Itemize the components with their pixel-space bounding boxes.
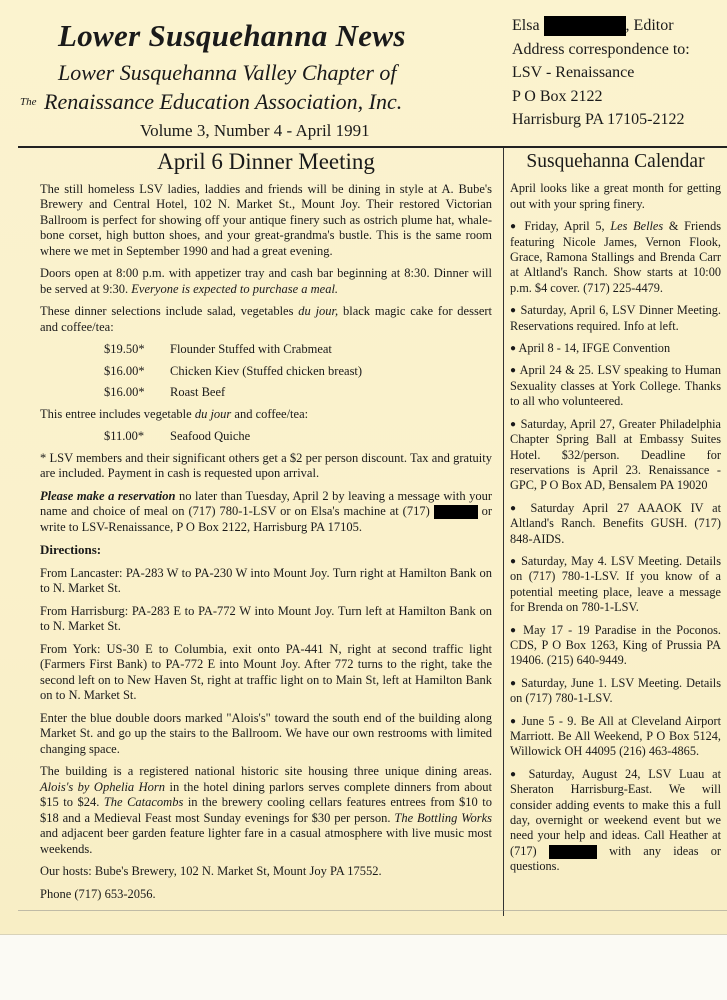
editor-name: Elsa [512,17,540,34]
emphasis-text: du jour, [298,304,339,318]
text-run: and adjacent beer garden feature lighter fare in a casual atmosphere with live music most weekends. [40,826,492,856]
address-city: Harrisburg PA 17105-2122 [512,111,685,128]
calendar-event [510,554,721,616]
calendar-event [510,714,721,760]
menu-list [104,342,492,401]
text-run: Saturday April 27 AAAOK IV at Altland's Ranch. Benefits GUSH. (717) 848-AIDS. [510,500,721,546]
calendar-event [510,417,721,494]
article-paragraph: Enter the blue double doors marked "Alois's" toward the south end of the building along Market St. and go up the stairs to the Ballroom. We have our own restrooms with limited changing space. [40,710,492,756]
text-run: April 24 & 25. LSV speaking to Human Sexuality classes at York College. Thanks to all who volunteered. [510,363,721,409]
menu-dish: Chicken Kiev (Stuffed chicken breast) [170,363,363,378]
article-headline: April 6 Dinner Meeting [157,149,375,174]
emphasis-text: Everyone is expected to purchase a meal. [131,281,339,296]
footer-divider [18,910,727,911]
bullet-icon: ● [510,343,517,355]
hosts-line: Our hosts: Bube's Brewery, 102 N. Market St, Mount Joy PA 17552. [40,864,382,878]
discount-note: * LSV members and their significant others get a $2 per person discount. Tax and gratuity are included. Payment in cash is requested upon arrival. [40,450,492,480]
redaction-bar [544,16,626,36]
calendar-heading: Susquehanna Calendar [526,151,705,172]
emphasis-text: Alois's by Ophelia Horn [40,779,166,794]
bullet-icon: ● [510,715,518,727]
chapter-name: Lower Susquehanna Valley Chapter of [58,60,397,85]
text-run: Friday, April 5, [518,219,611,234]
menu-list [104,429,492,445]
calendar-event [510,501,721,547]
text-run: Saturday, April 27, Greater Philadelphia Chapter Spring Ball at Embassy Suites Hotel. $32/person. Deadline for reservations is April 23. Renaissance - GPC, P O Box AD, Bensalem PA 19020 [510,416,721,493]
text-run: and coffee/tea: [231,406,309,421]
menu-item [104,385,492,401]
calendar-event [510,341,721,356]
organization-name: Renaissance Education Association, Inc. [44,89,403,114]
menu-price: $19.50* [104,342,145,356]
text-run: Saturday, April 6, LSV Dinner Meeting. Reservations required. Info at left. [510,303,721,333]
calendar-event [510,767,721,875]
emphasis-text: du jour [194,406,232,421]
directions-heading: Directions: [40,542,102,557]
text-run: Saturday, May 4. LSV Meeting. Details on (717) 780-1-LSV. If you know of a potential meeting place, leave a message for Brenda on 780-1-LSV. [510,553,721,615]
article-paragraph [40,266,492,297]
directions-harrisburg: From Harrisburg: PA-283 E to PA-772 W into Mount Joy. Turn left at Hamilton Bank on to N. Market St. [40,603,492,633]
menu-dish: Flounder Stuffed with Crabmeat [170,342,332,356]
calendar-intro: April looks like a great month for getting out with your spring finery. [510,181,721,211]
header-divider [18,146,727,148]
calendar-event [510,303,721,334]
text-run: June 5 - 9. Be All at Cleveland Airport Marriott. Be All Weekend, P O Box 5124, Willowick OH 44095 (216) 463-4865. [510,713,721,759]
text-run: in the hotel dining parlors serves complete dinners from about $15 to $24. [40,779,493,809]
bullet-icon: ● [510,365,517,377]
emphasis-text: The Catacombs [103,795,184,809]
reservation-paragraph [40,489,492,536]
address-intro: Address correspondence to: [512,40,690,58]
text-run: Saturday, August 24, LSV Luau at Sheraton Harrisburg-East. We will consider adding events to make this a full day, overnight or weekend event but we need your help and ideas. Call Heather at (717) [510,766,721,858]
bullet-icon: ● [510,555,518,567]
calendar-event [510,219,721,296]
menu-price: $16.00* [104,363,145,378]
menu-item [104,364,492,380]
bullet-icon: ● [510,624,519,636]
dinner-article [40,150,492,909]
text-run: & Friends featuring Nicole James, Vernon Flook, Grace, Ramona Stallings and Brenda Carr at Altland's Ranch. Show starts at 10:00 p.m. $4 cover. (717) 225-4479. [510,219,721,295]
text-run: May 17 - 19 Paradise in the Poconos. CDS, P O Box 1263, King of Prussia PA 19406. (215) 640-9449. [510,622,721,668]
phone-line: Phone (717) 653-2056. [40,886,156,901]
calendar-event [510,363,721,409]
menu-price: $16.00* [104,385,145,399]
text-run: black magic cake for dessert and coffee/tea: [40,304,492,334]
bullet-icon: ● [510,677,518,689]
menu-item [104,429,492,445]
text-run: or write to LSV-Renaissance, P O Box 2122, Harrisburg PA 17105. [40,504,492,534]
editor-role: , Editor [625,17,674,34]
masthead [0,0,500,145]
text-run: Doors open at 8:00 p.m. with appetizer tray and cash bar beginning at 8:30. Dinner will be served at 9:30. [40,266,492,296]
reservation-lead: Please make a reservation [40,488,176,503]
text-run: April 8 - 14, IFGE Convention [516,341,671,356]
directions-lancaster: From Lancaster: PA-283 W to PA-230 W into Mount Joy. Turn right at Hamilton Bank on to N. Market St. [40,565,492,595]
redaction-bar [434,505,478,519]
article-paragraph [40,304,492,335]
address-org: LSV - Renaissance [512,64,635,81]
directions-york: From York: US-30 E to Columbia, exit onto PA-441 N, right at second traffic light (Farmers First Bank) to PA-772 E into Mount Joy. After 772 turns to the right, take the second left on to New Haven St, right at traffic light on to Main St, left at Hamilton Bank on to N. Market St. [40,641,492,702]
calendar-event [510,623,721,669]
redaction-bar [549,845,597,859]
scan-margin [0,935,727,1000]
bullet-icon: ● [510,221,519,233]
address-box: P O Box 2122 [512,87,603,105]
text-run: This entree includes vegetable [40,406,195,421]
column-divider [503,148,504,916]
emphasis-text: The Bottling Works [394,810,492,825]
newsletter-title: Lower Susquehanna News [58,18,406,53]
text-run: with any ideas or questions. [510,843,721,874]
article-paragraph: The still homeless LSV ladies, laddies and friends will be dining in style at A. Bube's Brewery and Central Hotel, 102 N. Market St., Mount Joy. Their restored Victorian Ballroom is perfect for showing off your antique finery such as ostrich plume hat, whale-bone corset, high button shoes, and your great-grandma's bustle. This is the same room where we met in September 1990 and had a great evening. [40,181,492,258]
text-run: These dinner selections include salad, vegetables [40,304,299,318]
text-run: Saturday, June 1. LSV Meeting. Details on (717) 780-1-LSV. [510,675,721,706]
article-paragraph [40,407,492,423]
issue-info: Volume 3, Number 4 - April 1991 [140,121,370,140]
calendar-event [510,676,721,707]
emphasis-text: Les Belles [610,219,664,234]
bullet-icon: ● [510,768,521,780]
menu-price: $11.00* [104,429,145,443]
article-paragraph [40,764,492,857]
menu-item [104,342,492,358]
menu-dish: Roast Beef [170,385,226,399]
text-run: The building is a registered national historic site housing three unique dining areas. [40,764,492,778]
menu-dish: Seafood Quiche [170,429,251,443]
bullet-icon: ● [510,502,522,514]
organization-prefix: The [20,96,37,108]
bullet-icon: ● [510,418,517,430]
editor-line [512,14,722,38]
editor-address-block [512,14,722,132]
text-run: no later than Tuesday, April 2 by leaving a message with your name and choice of meal on (717) 780-1-LSV or on Elsa's machine at (717) [40,488,492,518]
text-run: in the brewery cooling cellars features entrees from $10 to $18 and a Medieval Feast most Sunday evenings for $30 per person. [40,795,493,825]
bullet-icon: ● [510,305,517,317]
calendar-column [510,150,721,882]
